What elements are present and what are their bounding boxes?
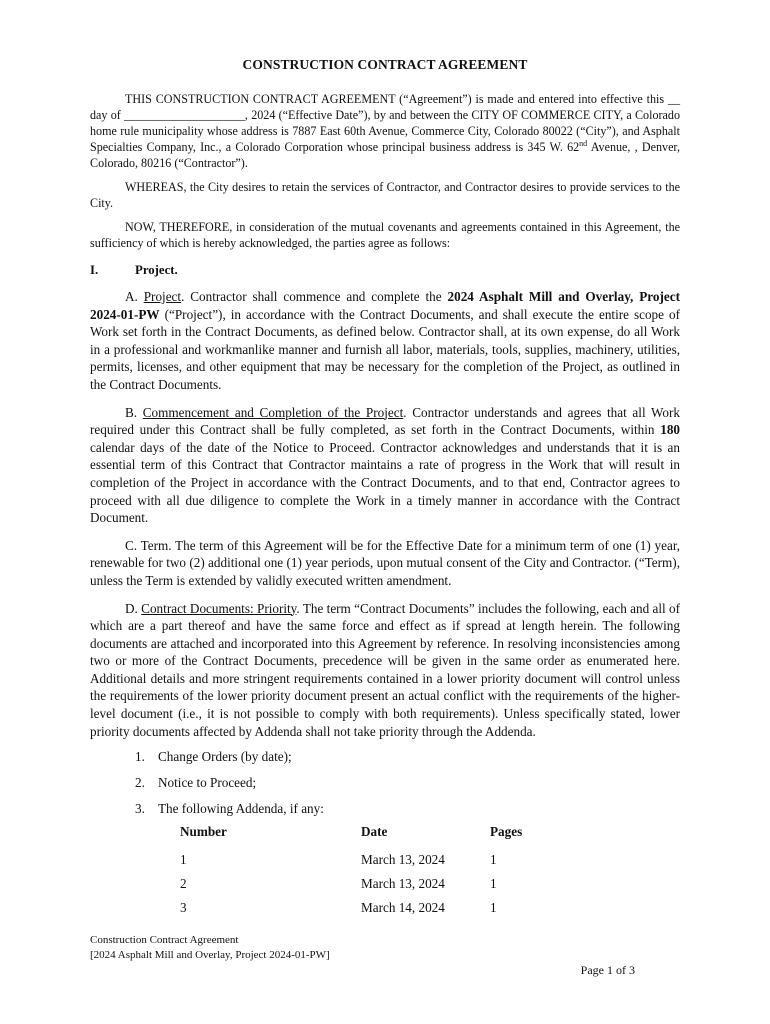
intro-text-1: THIS CONSTRUCTION CONTRACT AGREEMENT (“Agreement”) is made and entered into effective this __ day of ____________________, 2024 (“Effective Date”), by and between the CITY OF COMMERCE CITY, a Colorado home rule municipality whose address is 7887 East 60th Avenue, Commerce City, Colorado 80022 (“City”), and Asphalt Specialties Company, Inc., a Colorado Corporation whose principal business address is 345 W. 62: [90, 92, 680, 154]
list-item: [135, 800, 680, 817]
list-number: 1.: [135, 749, 145, 765]
cell-number: 2: [180, 875, 187, 891]
page-number: Page 1 of 3: [580, 963, 635, 977]
cell-date: March 13, 2024: [361, 851, 445, 867]
list-item: [135, 748, 680, 765]
clause-a-letter: A.: [125, 289, 138, 304]
clause-c-letter: C.: [125, 537, 138, 553]
table-row: [180, 875, 522, 899]
clause-b-heading: Commencement and Completion of the Project: [142, 404, 404, 420]
list-text: Notice to Proceed;: [158, 775, 257, 791]
clause-a-heading: Project: [143, 289, 182, 304]
contract-documents-list: [135, 748, 680, 817]
table-header-row: [180, 824, 522, 851]
header-number: Number: [180, 824, 227, 840]
document-title: CONSTRUCTION CONTRACT AGREEMENT: [242, 57, 528, 72]
clause-d-heading: Contract Documents: Priority: [141, 600, 297, 616]
cell-date: March 14, 2024: [361, 899, 445, 915]
list-text: The following Addenda, if any:: [158, 801, 324, 817]
page-footer: [90, 933, 330, 962]
clause-b-text-2: calendar days of the date of the Notice to Proceed. Contractor acknowledges and understands that it is an essential term of this Contract that Contractor maintains a rate of progress in the Work that will result in completion of the Project in accordance with the Contract Documents, and to that end, Contractor agrees to proceed with all due diligence to complete the Work in a timely manner in accordance with the Contract Document.: [90, 439, 680, 526]
clause-b-letter: B.: [125, 404, 138, 420]
list-text: Change Orders (by date);: [158, 749, 292, 765]
intro-superscript: nd: [579, 138, 588, 148]
clause-a-project: [90, 288, 680, 394]
clause-a-project-name: 2024 Asphalt Mill and Overlay, Project 2024-01-PW: [90, 289, 680, 322]
clause-d-letter: D.: [125, 600, 138, 616]
intro-paragraph: [90, 91, 680, 171]
clause-b-text-1: . Contractor understands and agrees that all Work required under this Contract shall be fully completed, as set forth in the Contract Documents, within: [90, 404, 681, 438]
section-number: I.: [90, 263, 99, 277]
intro-text-2: Avenue, , Denver, Colorado, 80216 (“Contractor”).: [90, 140, 681, 170]
cell-number: 3: [180, 899, 187, 915]
addenda-table: [180, 824, 522, 923]
section-title: Project.: [135, 263, 178, 277]
footer-line-2: [2024 Asphalt Mill and Overlay, Project 2024-01-PW]: [90, 948, 330, 961]
clause-b-commencement: [90, 404, 680, 527]
list-number: 3.: [135, 801, 145, 817]
cell-pages: 1: [490, 899, 497, 915]
cell-number: 1: [180, 851, 187, 867]
footer-line-1: Construction Contract Agreement: [90, 934, 239, 946]
section-heading-project: [90, 263, 680, 278]
header-pages: Pages: [490, 824, 523, 840]
cell-pages: 1: [490, 851, 497, 867]
clause-c-text: Term. The term of this Agreement will be for the Effective Date for a minimum term of one (1) year, renewable for two (2) additional one (1) year periods, upon mutual consent of the City and Contractor. (“Term), unless the Term is extended by validly executed written amendment.: [90, 537, 681, 588]
now-therefore-paragraph: NOW, THEREFORE, in consideration of the mutual covenants and agreements contained in this Agreement, the sufficiency of which is hereby acknowledged, the parties agree as follows:: [90, 220, 680, 250]
table-row: [180, 851, 522, 875]
clause-b-days: 180: [660, 422, 680, 438]
table-row: [180, 899, 522, 923]
clause-a-text-1: . Contractor shall commence and complete the: [181, 289, 448, 304]
cell-date: March 13, 2024: [361, 875, 445, 891]
clause-a-text-2: (“Project”), in accordance with the Contract Documents, and shall execute the entire scope of Work set forth in the Contract Documents, as defined below. Contractor shall, at its own expense, do all Work in a professional and workmanlike manner and furnish all labor, materials, tools, supplies, machinery, utilities, permits, licenses, and other equipment that may be necessary for the completion of the Project, as outlined in the Contract Documents.: [90, 306, 680, 392]
clause-c-term: [90, 537, 680, 590]
header-date: Date: [361, 824, 388, 840]
cell-pages: 1: [490, 875, 497, 891]
clause-d-text: . The term “Contract Documents” includes the following, each and all of which are a part thereof and have the same force and effect as if spread at length herein. The following documents are attached and incorporated into this Agreement by reference. In resolving inconsistencies among two or more of the Contract Documents, precedence will be given in the same order as enumerated here. Additional details and more stringent requirements contained in a lower priority document will control unless the requirements of the lower priority document present an actual conflict with the requirements of the higher-level document (i.e., it is not possible to comply with both requirements). Unless specifically stated, lower priority documents affected by Addenda shall not take priority through the Addenda.: [90, 600, 681, 739]
list-item: [135, 774, 680, 791]
whereas-paragraph: WHEREAS, the City desires to retain the services of Contractor, and Contractor desires to provide services to the City.: [90, 180, 680, 210]
list-number: 2.: [135, 775, 145, 791]
clause-d-contract-documents: [90, 600, 680, 741]
